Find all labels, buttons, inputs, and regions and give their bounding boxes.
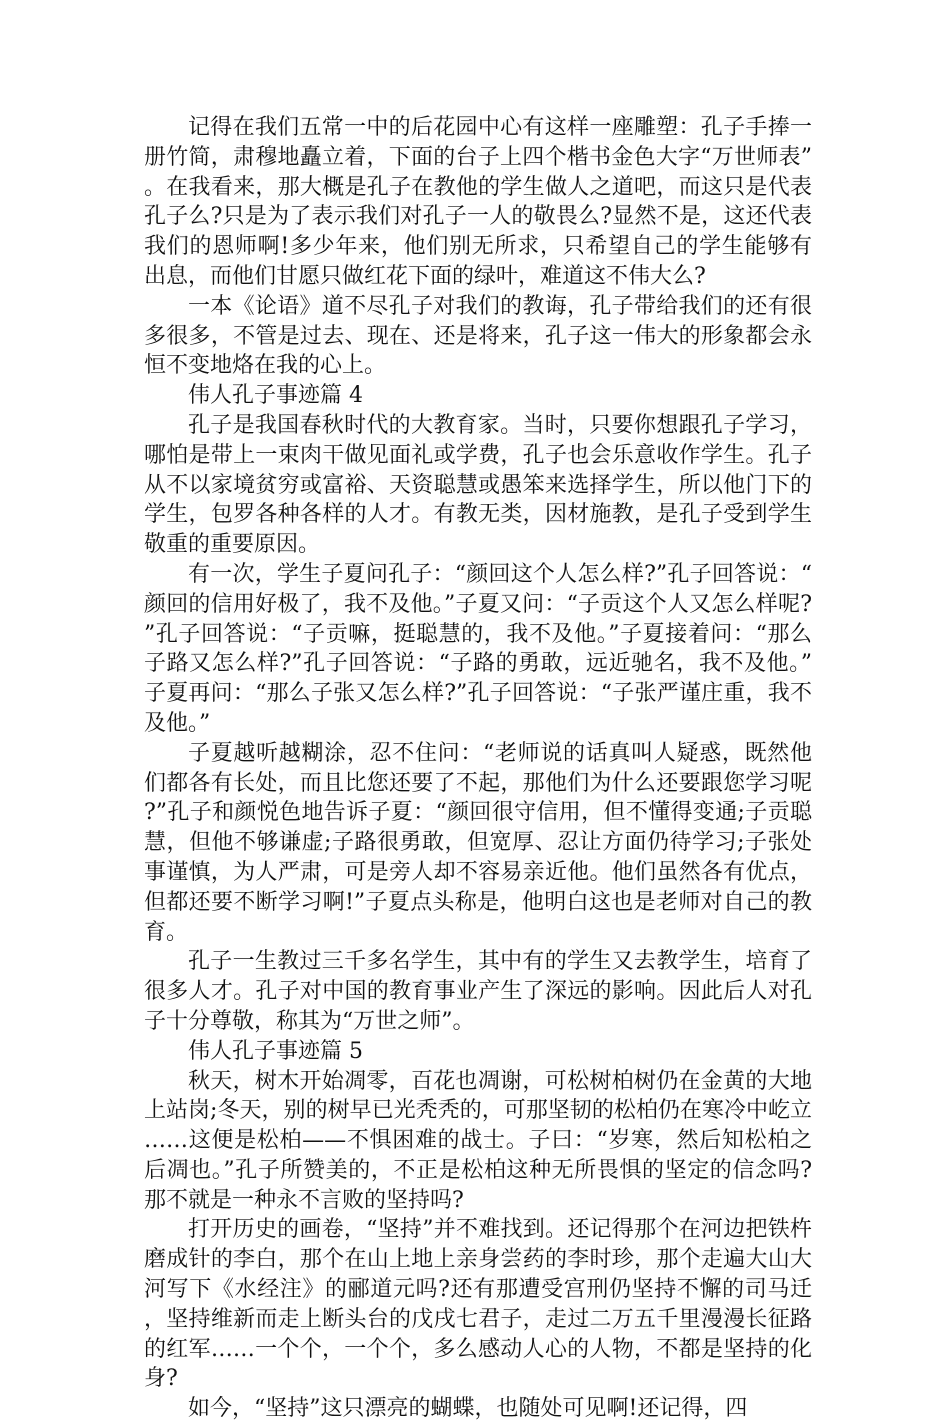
- paragraph: 子夏越听越糊涂，忍不住问：“老师说的话真叫人疑惑，既然他们都各有长处，而且比您还要了不起，那他们为什么还要跟您学习呢?”孔子和颜悦色地告诉子夏：“颜回很守信用，但不懂得变通;子贡聪慧，但他不够谦虚;子路很勇敢，但宽厚、忍让方面仍待学习;子张处事谨慎，为人严肃，可是旁人却不容易亲近他。他们虽然各有优点，但都还要不断学习啊!”子夏点头称是，他明白这也是老师对自己的教育。: [144, 740, 812, 945]
- section-heading: 伟人孔子事迹篇 5: [188, 1038, 363, 1064]
- document-body: [144, 113, 812, 1424]
- section-heading: 伟人孔子事迹篇 4: [188, 383, 363, 409]
- paragraph: 一本《论语》道不尽孔子对我们的教诲，孔子带给我们的还有很多很多，不管是过去、现在、还是将来，孔子这一伟大的形象都会永恒不变地烙在我的心上。: [144, 293, 812, 379]
- paragraph: 如今，“坚持”这只漂亮的蝴蝶，也随处可见啊!还记得，四: [188, 1396, 748, 1422]
- paragraph: 打开历史的画卷，“坚持”并不难找到。还记得那个在河边把铁杵磨成针的李白，那个在山上地上亲身尝药的李时珍，那个走遍大山大河写下《水经注》的郦道元吗?还有那遭受宫刑仍坚持不懈的司马迁，坚持维新而走上断头台的戊戌七君子，走过二万五千里漫漫长征路的红军……一个个，一个个，多么感动人心的人物，不都是坚持的化身?: [144, 1217, 812, 1392]
- paragraph: 秋天，树木开始凋零，百花也凋谢，可松树柏树仍在金黄的大地上站岗;冬天，别的树早已光秃秃的，可那坚韧的松柏仍在寒冷中屹立……这便是松柏——不惧困难的战士。子曰：“岁寒，然后知松柏之后凋也。”孔子所赞美的，不正是松柏这种无所畏惧的坚定的信念吗?那不就是一种永不言败的坚持吗?: [144, 1068, 812, 1213]
- paragraph: 记得在我们五常一中的后花园中心有这样一座雕塑：孔子手捧一册竹简，肃穆地矗立着，下面的台子上四个楷书金色大字“万世师表”。在我看来，那大概是孔子在教他的学生做人之道吧，而这只是代表孔子么?只是为了表示我们对孔子一人的敬畏么?显然不是，这还代表我们的恩师啊!多少年来，他们别无所求，只希望自己的学生能够有出息，而他们甘愿只做红花下面的绿叶，难道这不伟大么?: [144, 115, 812, 289]
- paragraph: 孔子一生教过三千多名学生，其中有的学生又去教学生，培育了很多人才。孔子对中国的教育事业产生了深远的影响。因此后人对孔子十分尊敬，称其为“万世之师”。: [144, 949, 812, 1034]
- paragraph: 孔子是我国春秋时代的大教育家。当时，只要你想跟孔子学习，哪怕是带上一束肉干做见面礼或学费，孔子也会乐意收作学生。孔子从不以家境贫穷或富裕、天资聪慧或愚笨来选择学生，所以他门下的学生，包罗各种各样的人才。有教无类，因材施教，是孔子受到学生敬重的重要原因。: [144, 412, 812, 558]
- paragraph: 有一次，学生子夏问孔子：“颜回这个人怎么样?”孔子回答说：“颜回的信用好极了，我不及他。”子夏又问：“子贡这个人又怎么样呢?”孔子回答说：“子贡嘛，挺聪慧的，我不及他。”子夏接着问：“那么子路又怎么样?”孔子回答说：“子路的勇敢，远近驰名，我不及他。”子夏再问：“那么子张又怎么样?”孔子回答说：“子张严谨庄重，我不及他。”: [144, 561, 812, 736]
